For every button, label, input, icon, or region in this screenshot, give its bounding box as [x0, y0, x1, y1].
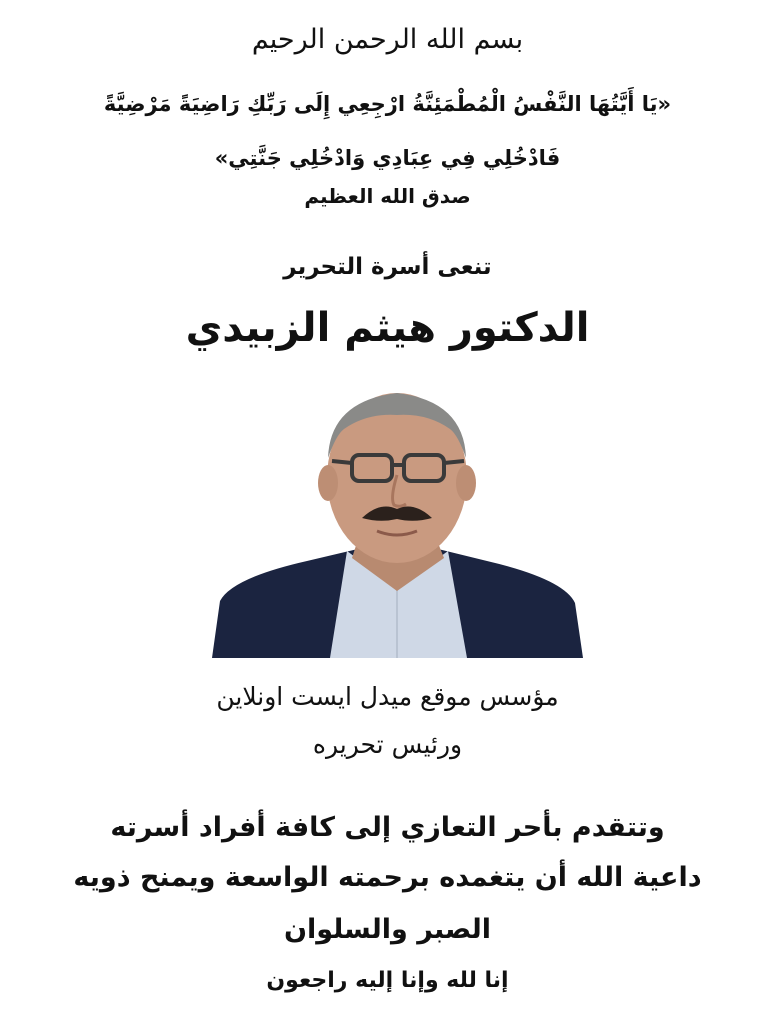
editor-in-chief-role: ورئيس تحريره [312, 730, 463, 759]
mourning-family-heading: تنعى أسرة التحرير [283, 254, 492, 280]
founder-role: مؤسس موقع ميدل ايست اونلاين [216, 682, 559, 711]
portrait-photo [212, 383, 583, 658]
sadaq-allah: صدق الله العظيم [304, 184, 471, 208]
deceased-name: الدكتور هيثم الزبيدي [185, 305, 590, 351]
quran-verse-line-1: «يَا أَيَّتُهَا النَّفْسُ الْمُطْمَئِنَّةُ ارْجِعِي إِلَى رَبِّكِ رَاضِيَةً مَرْضِيَّةً [103, 92, 672, 116]
basmala: بسم الله الرحمن الرحيم [251, 24, 524, 55]
condolence-line-2: داعية الله أن يتغمده برحمته الواسعة ويمنح ذويه [73, 862, 702, 893]
quran-verse-line-2: فَادْخُلِي فِي عِبَادِي وَادْخُلِي جَنَّتِي» [214, 146, 561, 170]
condolence-line-3: الصبر والسلوان [283, 914, 492, 945]
condolence-line-1: وتتقدم بأحر التعازي إلى كافة أفراد أسرته [110, 812, 665, 843]
closing-phrase: إنا لله وإنا إليه راجعون [266, 968, 509, 993]
